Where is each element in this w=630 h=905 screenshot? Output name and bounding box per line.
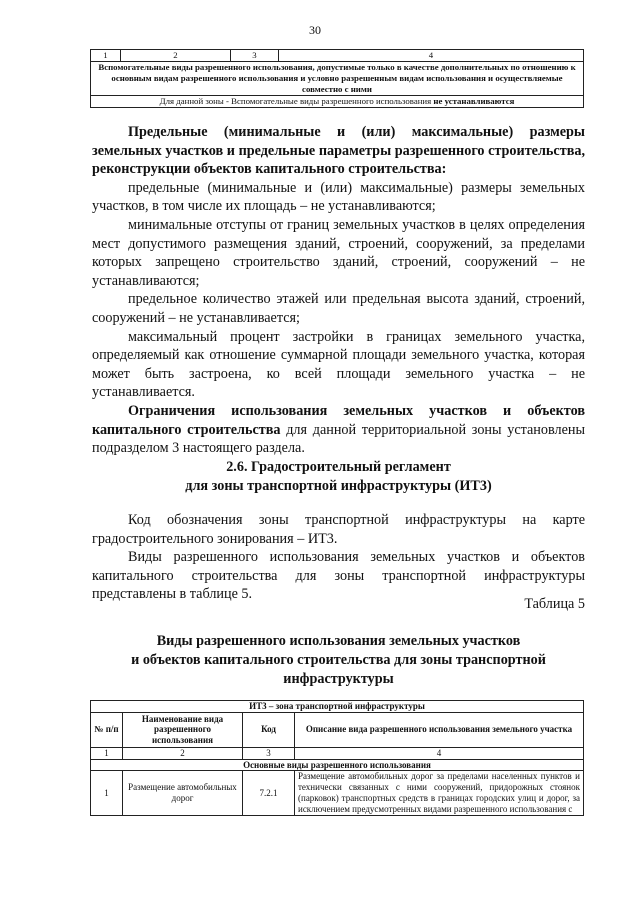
- section-paragraph: Виды разрешенного использования земельных участков и объектов капитального строительства для зоны транспортной инфраструктуры представлены в таблице 5.: [92, 549, 585, 603]
- column-number-row: [91, 747, 584, 759]
- limits-block: [92, 123, 585, 458]
- row-description-cell: Размещение автомобильных дорог за пределами населенных пунктов и технически связанных с ними сооружений, придорожных стоянок (парковок) транспортных средств в границах городских улиц и дорог, за исключением предусмотренных видами разрешенного использования с: [295, 771, 584, 815]
- header-cell-name: Наименование вида разрешенного использования: [123, 712, 243, 747]
- col-number-cell: 4: [279, 50, 584, 62]
- limits-paragraph: минимальные отступы от границ земельных участков в целях определения мест допустимого размещения зданий, строений, сооружений, за пределами которых запрещено строительство зданий, строений, сооружений – не устанавливаются;: [92, 216, 585, 289]
- aux-note-cell: [91, 96, 584, 108]
- section-paragraph: Код обозначения зоны транспортной инфраструктуры на карте градостроительного зонирования – ИТ3.: [92, 512, 585, 547]
- table5-title-line: Виды разрешенного использования земельных участков: [156, 633, 521, 649]
- col-number-cell: 1: [91, 50, 121, 62]
- table5-title-line: и объектов капитального строительства для зоны транспортной: [131, 652, 546, 668]
- col-number-cell: 2: [123, 747, 243, 759]
- header-cell-number: № п/п: [91, 712, 123, 747]
- col-number-cell: 4: [295, 747, 584, 759]
- table-row: [91, 771, 584, 815]
- col-number-cell: 3: [231, 50, 279, 62]
- aux-note-row: [91, 96, 584, 108]
- section-title: [92, 458, 585, 496]
- col-number-cell: 1: [91, 747, 123, 759]
- zone-header-row: [91, 701, 584, 713]
- section-row: [91, 759, 584, 771]
- col-number-cell: 3: [243, 747, 295, 759]
- limits-paragraph: максимальный процент застройки в границах земельного участка, определяемый как отношение суммарной площади земельного участка, которая может быть застроена, ко всей площади земельного участка – не устанавливается.: [92, 328, 585, 401]
- limits-paragraph: предельные (минимальные и (или) максимальные) размеры земельных участков, в том числе их площадь – не устанавливаются;: [92, 179, 585, 215]
- limits-heading: Предельные (минимальные и (или) максимальные) размеры земельных участков и предельные параметры разрешенного строительства, реконструкции объектов капитального строительства:: [92, 124, 585, 178]
- aux-heading-row: [91, 62, 584, 96]
- header-cell-description: Описание вида разрешенного использования земельного участка: [295, 712, 584, 747]
- limits-paragraph: предельное количество этажей или предельная высота зданий, строений, сооружений – не устанавливается;: [92, 291, 585, 326]
- section-title-line: для зоны транспортной инфраструктуры (ИТ3): [185, 478, 492, 494]
- zone-header-cell: ИТ3 – зона транспортной инфраструктуры: [91, 701, 584, 713]
- page-number: 30: [309, 23, 321, 37]
- table5-title: [92, 632, 585, 689]
- header-cell-code: Код: [243, 712, 295, 747]
- row-code-cell: 7.2.1: [243, 771, 295, 815]
- table5-title-line: инфраструктуры: [283, 671, 394, 687]
- section-body: [92, 511, 585, 604]
- section-row-cell: Основные виды разрешенного использования: [91, 759, 584, 771]
- aux-uses-table: [90, 49, 584, 108]
- col-number-cell: 2: [121, 50, 231, 62]
- row-number-cell: 1: [91, 771, 123, 815]
- restrictions-bold: Ограничения использования земельных участков и объектов капитального строительства: [92, 402, 585, 438]
- restrictions-rest: для данной территориальной зоны установлены подразделом 3 настоящего раздела.: [92, 421, 585, 457]
- restrictions-paragraph: [92, 402, 585, 458]
- table5-header-row: [91, 712, 584, 747]
- column-number-row: [91, 50, 584, 62]
- aux-note-bold: не устанавливаются: [433, 96, 515, 106]
- section-title-line: 2.6. Градостроительный регламент: [226, 459, 451, 475]
- table5: [90, 700, 584, 816]
- table-caption: Таблица 5: [524, 596, 585, 612]
- aux-note-prefix: Для данной зоны - Вспомогательные виды разрешенного использования: [159, 96, 432, 106]
- aux-heading-cell: Вспомогательные виды разрешенного использования, допустимые только в качестве дополнительных по отношению к основным видам разрешенного использования и условно разрешенным видам использования и осуществляемые совместно с ними: [91, 62, 584, 96]
- row-name-cell: Размещение автомобильных дорог: [123, 771, 243, 815]
